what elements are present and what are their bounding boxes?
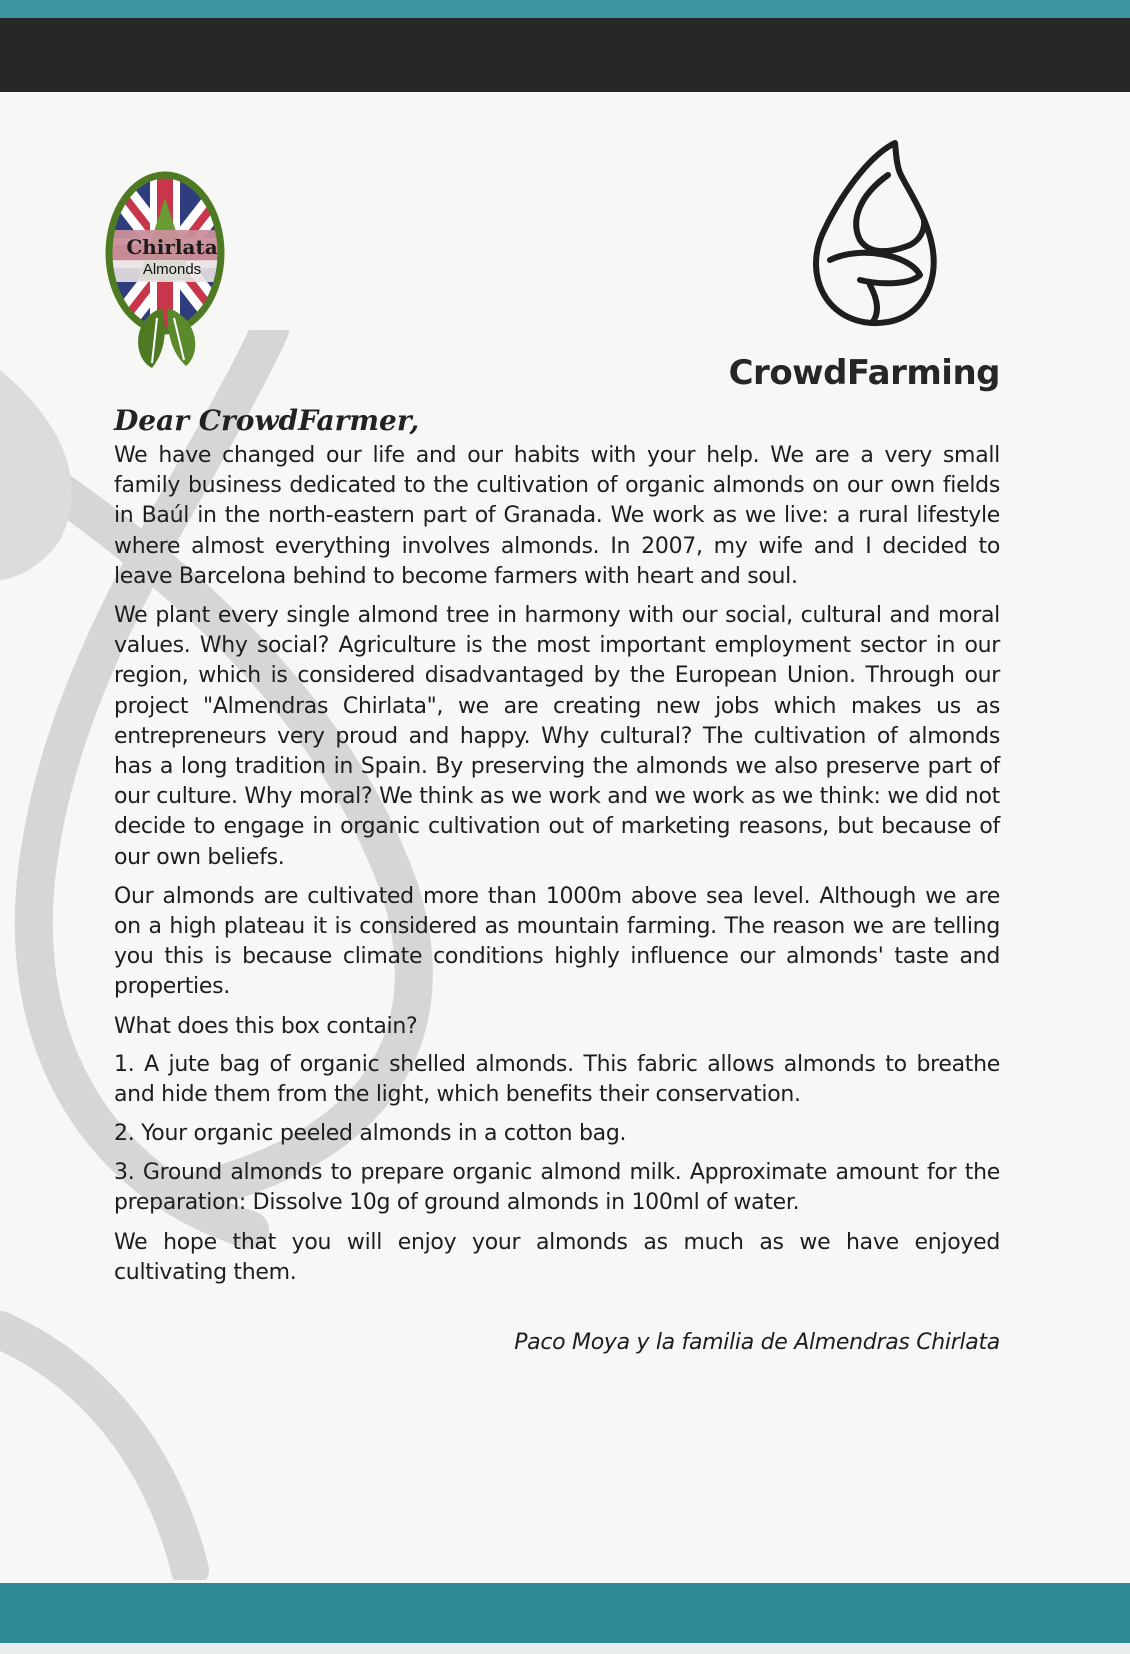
letter-greeting: Dear CrowdFarmer,	[114, 404, 420, 437]
letter-signature: Paco Moya y la familia de Almendras Chirlata	[514, 1330, 1000, 1356]
header-bar	[0, 18, 1130, 92]
seed-drop-icon	[800, 135, 950, 335]
crowdfarming-logo-name: CrowdFarming	[728, 353, 1000, 393]
chirlata-logo	[102, 168, 242, 388]
box-item: 3. Ground almonds to prepare organic almond milk. Approximate amount for the preparation: Dissolve 10g of ground almonds in 100ml of water.	[114, 1160, 1000, 1216]
letter-paragraph: Our almonds are cultivated more than 1000m above sea level. Although we are on a high plateau it is considered as mountain farming. The reason we are telling you this is because climate conditions highly influence our almonds' taste and properties.	[114, 883, 1000, 1000]
box-item: 1. A jute bag of organic shelled almonds. This fabric allows almonds to breathe and hide them from the light, which benefits their conservation.	[114, 1051, 1000, 1107]
chirlata-logo-subtitle: Almonds	[142, 261, 202, 278]
letter-body	[114, 403, 1000, 1358]
top-accent-band	[0, 0, 1130, 18]
footer-band	[0, 1583, 1130, 1643]
chirlata-logo-name: Chirlata	[126, 235, 218, 259]
box-item: 2. Your organic peeled almonds in a cotton bag.	[114, 1121, 627, 1147]
box-contents-heading: What does this box contain?	[114, 1013, 418, 1039]
letter-paragraph: We plant every single almond tree in harmony with our social, cultural and moral values. Why social? Agriculture is the most important employment sector in our region, which is considered disadvantaged by the European Union. Through our project "Almendras Chirlata", we are creating new jobs which makes us as entrepreneurs very proud and happy. Why cultural? The cultivation of almonds has a long tradition in Spain. By preserving the almonds we also preserve part of our culture. Why moral? We think as we work and we work as we think: we did not decide to engage in organic cultivation out of marketing reasons, but because of our own beliefs.	[114, 603, 1000, 870]
footer-strip	[0, 1643, 1130, 1654]
letter-paragraph: We have changed our life and our habits with your help. We are a very small family business dedicated to the cultivation of organic almonds on our own fields in Baúl in the north-eastern part of Granada. We work as we live: a rural lifestyle where almost everything involves almonds. In 2007, my wife and I decided to leave Barcelona behind to become farmers with heart and soul.	[114, 443, 1000, 589]
letter-closing: We hope that you will enjoy your almonds as much as we have enjoyed cultivating them.	[114, 1229, 1000, 1285]
